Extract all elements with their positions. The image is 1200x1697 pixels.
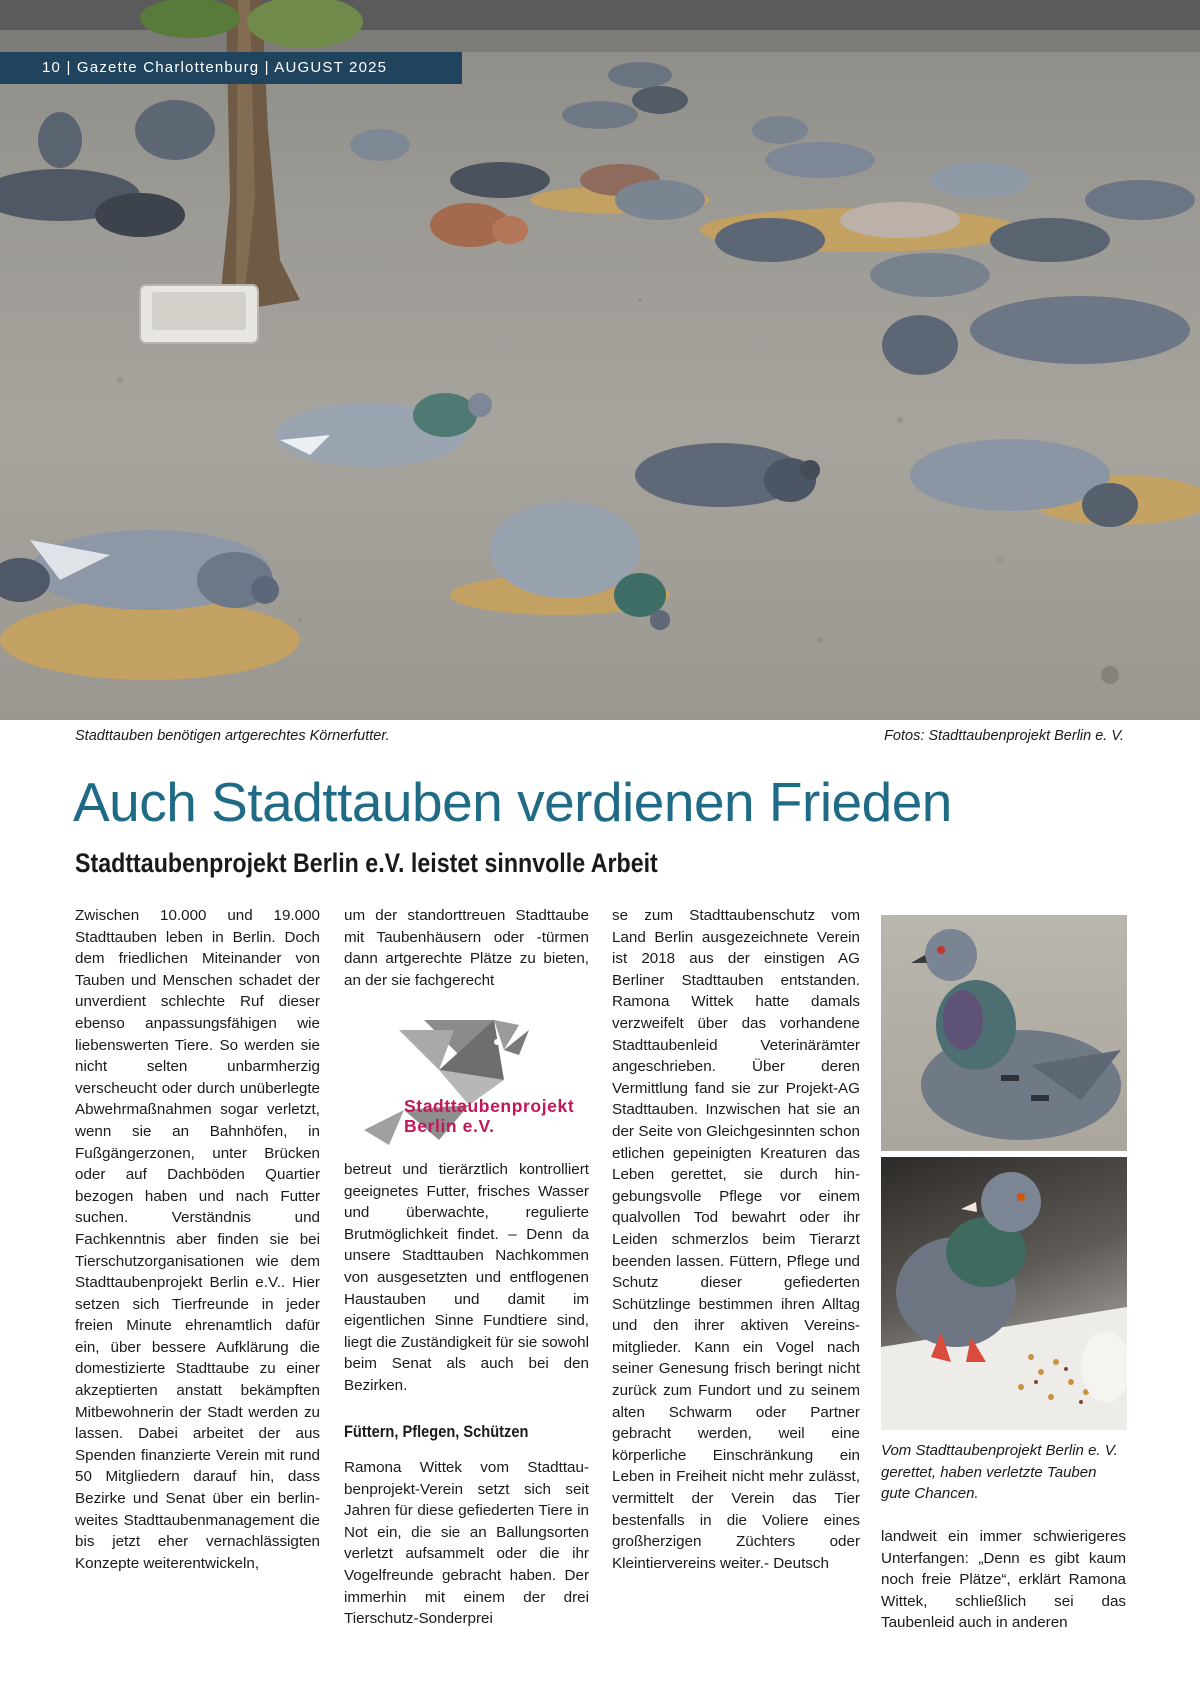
body-column-2-bottom: Ramona Wittek vom Stadttaubenprojekt-Verein setzt sich seit Jahren für diese gefiederten Tiere in Not ein, die sie an Ballungsorten verletzt aufsammelt oder die ihr Vogelfreunde gebracht haben. Der immerhin mit einem der drei Tierschutz-Sonderprei (344, 1459, 589, 1628)
section-heading: Füttern, Pflegen, Schützen (344, 1422, 529, 1441)
photo-credit: Fotos: Stadttaubenprojekt Berlin e. V. (884, 728, 1124, 744)
issue-header-bar (0, 52, 462, 84)
logo-wordmark (404, 1096, 574, 1136)
body-column-4: landweit ein immer schwierigeres Unterfangen: „Denn es gibt kaum noch freie Plätze“, erklärt Ramona Wittek, schließlich sei das Taubenleid auch in anderen (881, 1528, 1126, 1632)
body-column-2-top: um der standorttreuen Stadttaube mit Taubenhäusern oder -türmen dann artgerechte Plätze zu bieten, an der sie fachgerecht (344, 907, 589, 989)
body-column-2-middle: betreut und tierärztlich kontrolliert geeignetes Futter, frisches Wasser und überwachte, regulierte Brutmöglichkeit findet. – Denn da unsere Stadttauben Nachkommen von ausgesetzten und entflogenen Haustauben und damit im eigentlichen Sinne Fundtiere sind, liegt die Zuständigkeit für sie sowohl beim Senat als auch bei den Bezirken. (344, 1161, 589, 1394)
logo-line-2: Berlin e.V. (404, 1116, 495, 1136)
photo-caption: Stadttauben benötigen artgerechtes Körnerfutter. (75, 728, 390, 744)
body-column-1: Zwischen 10.000 und 19.000 Stadttauben leben in Berlin. Doch dem friedlichen Miteinander von Tauben und Menschen schadet der unverdient schlechte Ruf dieser ebenso anpassungsfähigen wie liebenswerten Tiere. So werden sie nicht selten unbarmherzig verscheucht oder durch unüberlegte Abwehrmaßnahmen sogar verletzt, wenn sie an Bahnhöfen, in Fußgängerzonen, unter Brücken oder auf Dachböden Quartier bezogen haben und nach Futter suchen. Verständnis und Fachkenntnis aber finden sie bei Tierschutzorganisationen wie dem Stadttaubenprojekt Berlin e.V.. Hier setzen sich Tierfreunde in jeder freien Minute ehrenamtlich dafür ein, über bessere Aufklärung die domestizierte Stadttaube zu einer akzeptierten anstatt bekämpften Mitbewohnerin der Stadt werden zu lassen. Dabei arbeitet der aus Spenden finanzierte Verein mit rund 50 Mitgliedern darauf hin, dass Bezirke und Senat über ein berlinweites Stadttaubenmanagement die bis jetzt eher vernachlässigten Konzepte weiterentwickeln, (75, 907, 320, 1572)
article-headline: Auch Stadttauben verdienen Frieden (73, 771, 952, 833)
body-column-3: se zum Stadttaubenschutz vom Land Berlin ausgezeichnete Verein ist 2018 aus der einstigen AG Berliner Stadttauben entstanden. Ramona Wittek hatte damals verzweifelt über das vorhandene Stadttaubenleid Veterinärämter angeschrieben. Über deren Vermittlung fand sie zur Projekt-AG Stadttauben. Inzwischen hat sie an der Seite von Gleichgesinnten schon etlichen gepeinigten Kreaturen das Leben gerettet, sie durch hingebungsvolle Pflege vor einem qualvollen Tod bewahrt oder ihr Leiden schmerzlos beim Tierarzt beenden lassen. Füttern, Pflege und Schutz dieser gefiederten Schützlinge bestimmen ihren Alltag und den ihrer aktiven Vereinsmitglieder. Kann ein Vogel nach seiner Genesung frisch beringt nicht zurück zum Fundort und zu seinem alten Schwarm oder Partner gebracht werden, weil eine körperliche Einschränkung ein Leben in Freiheit nicht mehr zulässt, vermittelt der Verein das Tier bestenfalls in die Voliere eines großherzigen Züchters oder Kleintiervereins weiter.- Deutsch (612, 907, 860, 1572)
logo-line-1: Stadttaubenprojekt (404, 1096, 575, 1116)
issue-header-text: 10 | Gazette Charlottenburg | AUGUST 2025 (42, 59, 388, 76)
photo-pigeon-sitting (881, 915, 1127, 1151)
hero-photo-pigeons-feeding (0, 0, 1200, 720)
side-photo-caption: Vom Stadttaubenprojekt Berlin e. V. gerettet, haben verletzte Tauben gute Chancen. (881, 1442, 1118, 1503)
photo-pigeon-eating (881, 1157, 1127, 1430)
article-subheadline: Stadttaubenprojekt Berlin e.V. leistet sinnvolle Arbeit (75, 848, 658, 878)
